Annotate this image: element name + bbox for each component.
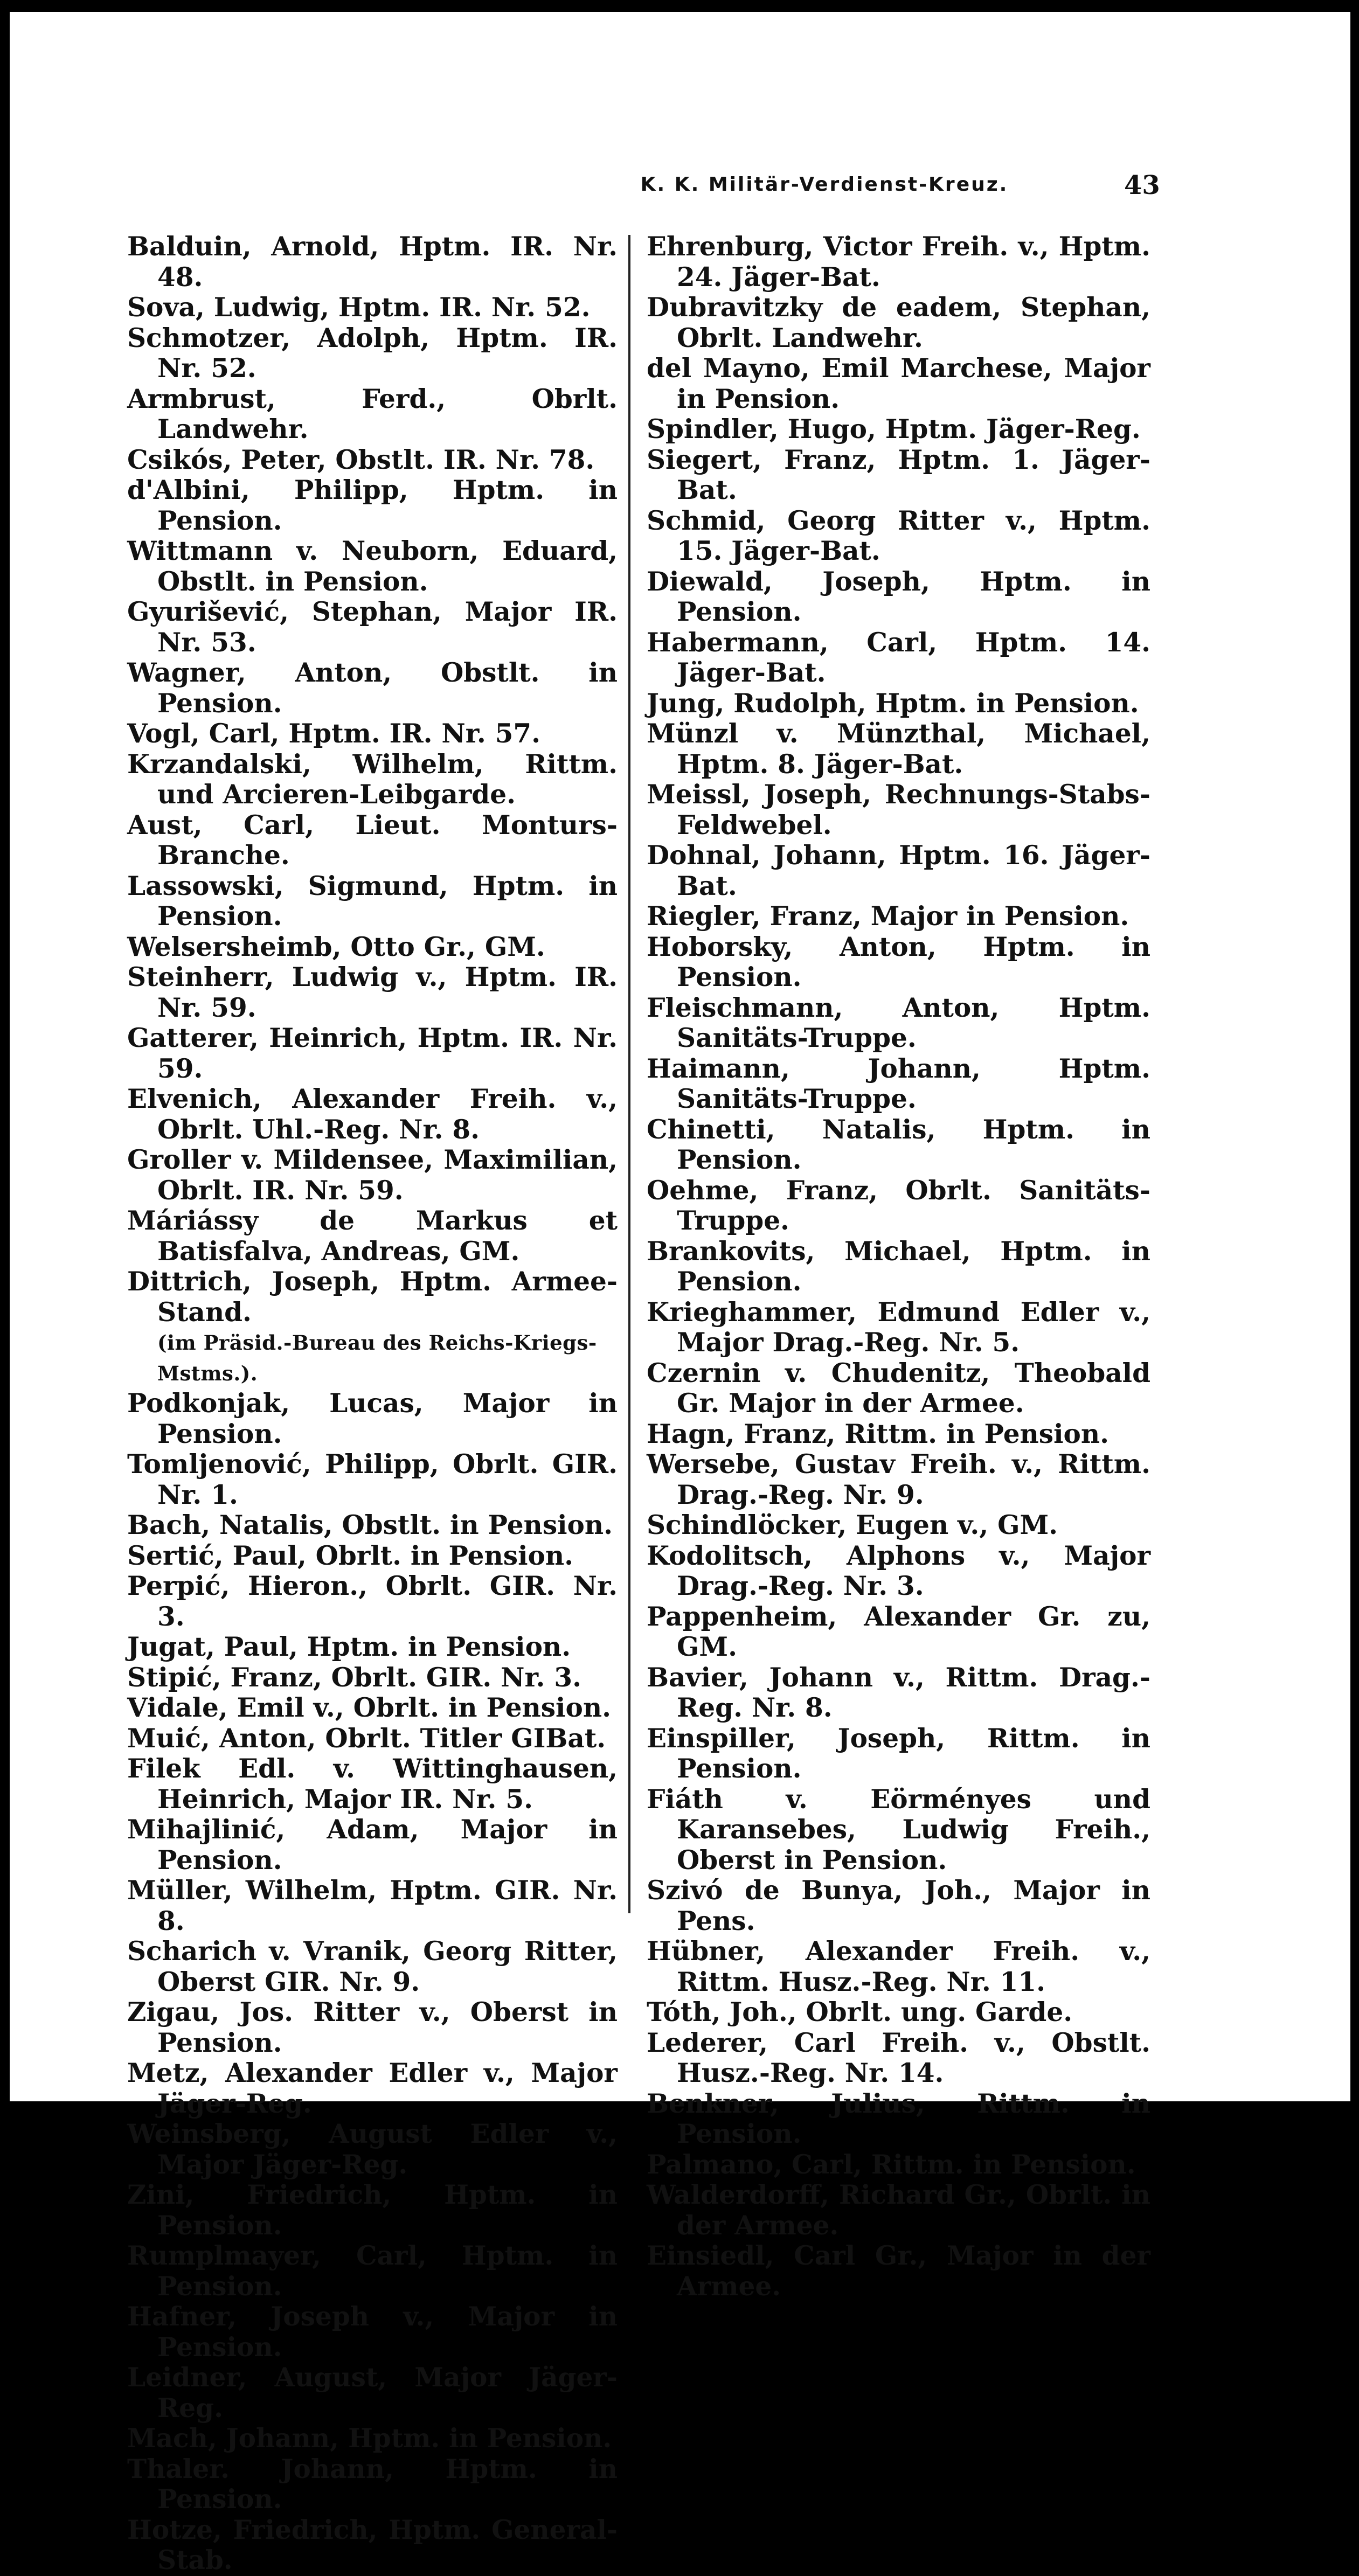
list-item: Chinetti, Natalis, Hptm. in Pension. xyxy=(647,1114,1150,1175)
list-item: Meissl, Joseph, Rechnungs-Stabs-Feldwebel. xyxy=(647,779,1150,841)
list-item: Kodolitsch, Alphons v., Major Drag.-Reg. Nr. 3. xyxy=(647,1540,1150,1601)
list-item: Mach, Johann, Hptm. in Pension. xyxy=(127,2423,612,2454)
list-item: Lassowski, Sigmund, Hptm. in Pension. xyxy=(127,870,618,932)
list-item: Thaler. Johann, Hptm. in Pension. xyxy=(127,2453,618,2515)
list-item: Metz, Alexander Edler v., Major Jäger-Reg. xyxy=(127,2058,618,2119)
running-title: K. K. Militär-Verdienst-Kreuz. xyxy=(640,173,1009,196)
list-item: Habermann, Carl, Hptm. 14. Jäger-Bat. xyxy=(647,627,1150,688)
list-item: Zini, Friedrich, Hptm. in Pension. xyxy=(127,2179,618,2241)
list-item-note: (im Präsid.-Bureau des Reichs-Kriegs-Mstms.). xyxy=(157,1331,597,1385)
list-item: Oehme, Franz, Obrlt. Sanitäts-Truppe. xyxy=(647,1175,1150,1236)
list-item: Mihajlinić, Adam, Major in Pension. xyxy=(127,1814,618,1876)
list-item: Csikós, Peter, Obstlt. IR. Nr. 78. xyxy=(127,444,595,475)
list-item: Scharich v. Vranik, Georg Ritter, Oberst GIR. Nr. 9. xyxy=(127,1936,618,1997)
list-item: Podkonjak, Lucas, Major in Pension. xyxy=(127,1388,618,1449)
list-item: Siegert, Franz, Hptm. 1. Jäger-Bat. xyxy=(647,444,1150,505)
list-item: Schindlöcker, Eugen v., GM. xyxy=(647,1510,1058,1540)
list-item: Dittrich, Joseph, Hptm. Armee-Stand. xyxy=(127,1266,618,1328)
list-item: Müller, Wilhelm, Hptm. GIR. Nr. 8. xyxy=(127,1875,618,1936)
list-item: Ehrenburg, Victor Freih. v., Hptm. 24. Jäger-Bat. xyxy=(647,231,1150,293)
list-item: Szivó de Bunya, Joh., Major in Pens. xyxy=(647,1875,1150,1936)
list-item: Elvenich, Alexander Freih. v., Obrlt. Uhl.-Reg. Nr. 8. xyxy=(127,1084,618,1145)
list-item: Spindler, Hugo, Hptm. Jäger-Reg. xyxy=(647,414,1141,445)
list-item: Jugat, Paul, Hptm. in Pension. xyxy=(127,1631,571,1662)
list-item: Balduin, Arnold, Hptm. IR. Nr. 48. xyxy=(127,231,618,293)
list-item: Gatterer, Heinrich, Hptm. IR. Nr. 59. xyxy=(127,1023,618,1084)
left-column xyxy=(127,232,618,2576)
list-item: d'Albini, Philipp, Hptm. in Pension. xyxy=(127,475,618,536)
list-item: Fleischmann, Anton, Hptm. Sanitäts-Truppe. xyxy=(647,992,1150,1053)
list-item: Leidner, August, Major Jäger-Reg. xyxy=(127,2362,618,2424)
column-divider xyxy=(628,235,630,1913)
list-item: Palmano, Carl, Rittm. in Pension. xyxy=(647,2149,1136,2180)
list-item: Muić, Anton, Obrlt. Titler GIBat. xyxy=(127,1723,606,1754)
list-item: Czernin v. Chudenitz, Theobald Gr. Major in der Armee. xyxy=(647,1357,1150,1419)
list-item: Steinherr, Ludwig v., Hptm. IR. Nr. 59. xyxy=(127,962,618,1023)
list-item: Vidale, Emil v., Obrlt. in Pension. xyxy=(127,1692,611,1723)
page-number: 43 xyxy=(1124,170,1160,200)
list-item: Benkner, Julius, Rittm. in Pension. xyxy=(647,2088,1150,2149)
list-item: Aust, Carl, Lieut. Monturs-Branche. xyxy=(127,809,618,871)
list-item: Hagn, Franz, Rittm. in Pension. xyxy=(647,1418,1110,1449)
list-item: Krieghammer, Edmund Edler v., Major Drag.-Reg. Nr. 5. xyxy=(647,1296,1150,1358)
list-item: Diewald, Joseph, Hptm. in Pension. xyxy=(647,566,1150,627)
list-item: Weinsberg, August Edler v., Major Jäger-Reg. xyxy=(127,2119,618,2180)
list-item: Rumplmayer, Carl, Hptm. in Pension. xyxy=(127,2240,618,2302)
list-item: Riegler, Franz, Major in Pension. xyxy=(647,901,1129,932)
list-item: Tomljenović, Philipp, Obrlt. GIR. Nr. 1. xyxy=(127,1449,618,1510)
list-item: Hoborsky, Anton, Hptm. in Pension. xyxy=(647,931,1150,992)
list-item: Jung, Rudolph, Hptm. in Pension. xyxy=(647,688,1139,719)
list-item: Münzl v. Münzthal, Michael, Hptm. 8. Jäger-Bat. xyxy=(647,718,1150,780)
list-item: Hafner, Joseph v., Major in Pension. xyxy=(127,2301,618,2363)
list-item: Brankovits, Michael, Hptm. in Pension. xyxy=(647,1235,1150,1297)
list-item: Stipić, Franz, Obrlt. GIR. Nr. 3. xyxy=(127,1662,581,1693)
list-item: Dubravitzky de eadem, Stephan, Obrlt. Landwehr. xyxy=(647,292,1150,353)
list-item: Fiáth v. Eörményes und Karansebes, Ludwig Freih., Oberst in Pension. xyxy=(647,1783,1150,1876)
list-item: Sertić, Paul, Obrlt. in Pension. xyxy=(127,1540,574,1571)
list-item: Haimann, Johann, Hptm. Sanitäts-Truppe. xyxy=(647,1053,1150,1114)
list-item: Pappenheim, Alexander Gr. zu, GM. xyxy=(647,1601,1150,1662)
list-item: Gyurišević, Stephan, Major IR. Nr. 53. xyxy=(127,596,618,658)
list-item: Sova, Ludwig, Hptm. IR. Nr. 52. xyxy=(127,292,591,323)
list-item: Wittmann v. Neuborn, Eduard, Obstlt. in Pension. xyxy=(127,536,618,597)
right-column xyxy=(647,232,1150,2302)
list-item: Schmid, Georg Ritter v., Hptm. 15. Jäger-Bat. xyxy=(647,505,1150,566)
list-item: Bach, Natalis, Obstlt. in Pension. xyxy=(127,1510,613,1540)
list-item: Hübner, Alexander Freih. v., Rittm. Husz.-Reg. Nr. 11. xyxy=(647,1936,1150,1997)
list-item: Groller v. Mildensee, Maximilian, Obrlt. IR. Nr. 59. xyxy=(127,1144,618,1206)
list-item: Hotze, Friedrich, Hptm. General-Stab. xyxy=(127,2514,618,2575)
list-item: Lederer, Carl Freih. v., Obstlt. Husz.-Reg. Nr. 14. xyxy=(647,2027,1150,2088)
list-item: Tóth, Joh., Obrlt. ung. Garde. xyxy=(647,1997,1073,2028)
list-item: del Mayno, Emil Marchese, Major in Pension. xyxy=(647,353,1150,414)
list-item: Wersebe, Gustav Freih. v., Rittm. Drag.-Reg. Nr. 9. xyxy=(647,1449,1150,1510)
list-item: Dohnal, Johann, Hptm. 16. Jäger-Bat. xyxy=(647,840,1150,901)
list-item: Einsiedl, Carl Gr., Major in der Armee. xyxy=(647,2240,1150,2302)
list-item: Perpić, Hieron., Obrlt. GIR. Nr. 3. xyxy=(127,1571,618,1632)
list-item: Walderdorff, Richard Gr., Obrlt. in der Armee. xyxy=(647,2179,1150,2241)
list-item: Einspiller, Joseph, Rittm. in Pension. xyxy=(647,1723,1150,1784)
list-item: Krzandalski, Wilhelm, Rittm. und Arcieren-Leibgarde. xyxy=(127,748,618,810)
list-item: Vogl, Carl, Hptm. IR. Nr. 57. xyxy=(127,718,540,749)
list-item: Armbrust, Ferd., Obrlt. Landwehr. xyxy=(127,383,618,445)
list-item: Bavier, Johann v., Rittm. Drag.-Reg. Nr. 8. xyxy=(647,1662,1150,1723)
list-item: Welsersheimb, Otto Gr., GM. xyxy=(127,931,545,962)
list-item: Schmotzer, Adolph, Hptm. IR. Nr. 52. xyxy=(127,322,618,384)
list-item: Filek Edl. v. Wittinghausen, Heinrich, Major IR. Nr. 5. xyxy=(127,1753,618,1815)
list-item: Wagner, Anton, Obstlt. in Pension. xyxy=(127,657,618,719)
list-item: Zigau, Jos. Ritter v., Oberst in Pension. xyxy=(127,1997,618,2058)
list-item: Máriássy de Markus et Batisfalva, Andreas, GM. xyxy=(127,1205,618,1267)
